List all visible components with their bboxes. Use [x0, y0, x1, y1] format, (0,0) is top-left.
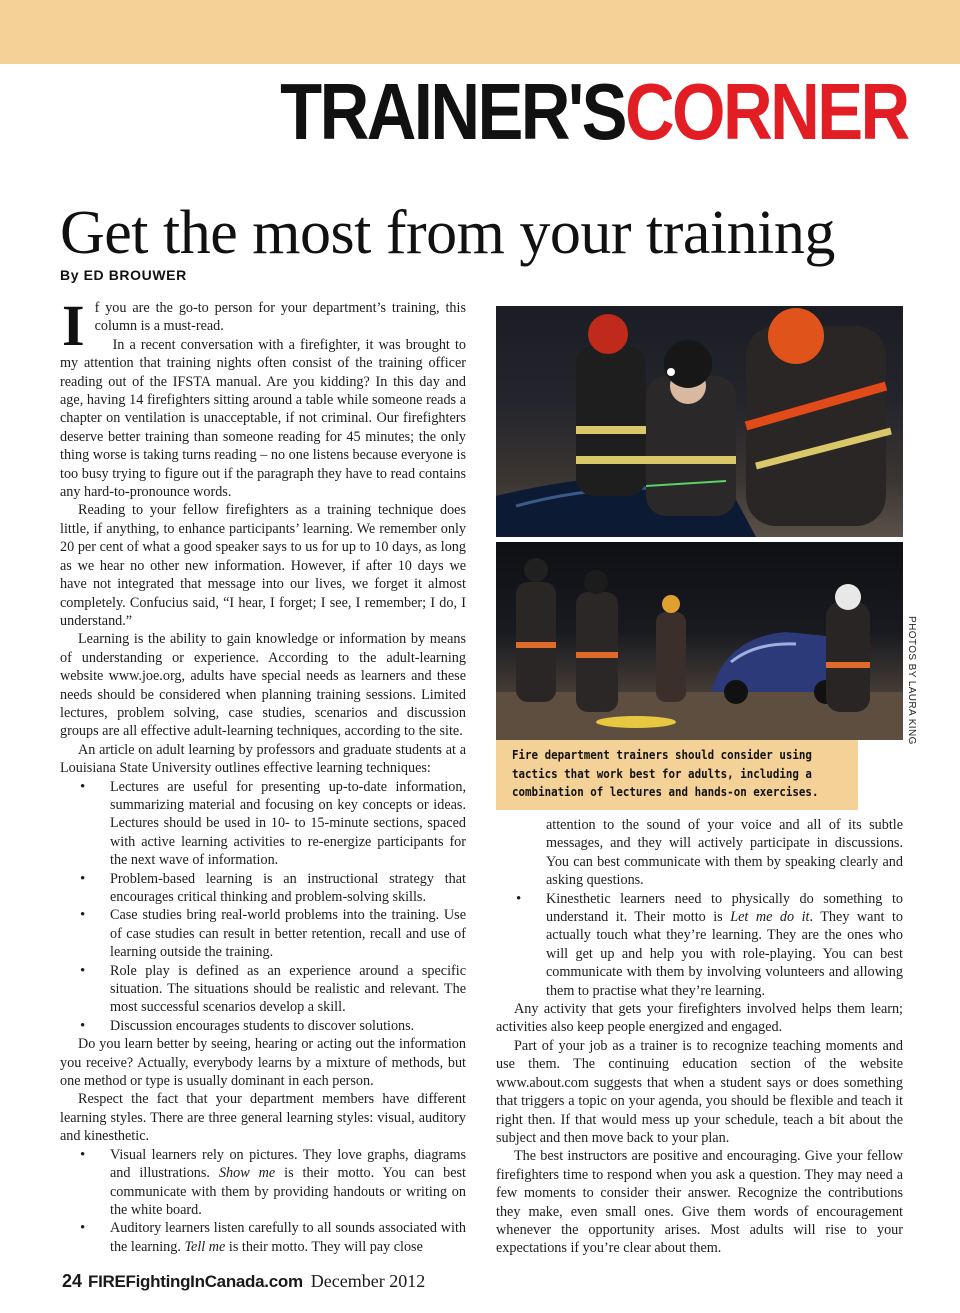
list-item: • Role play is defined as an experience around a specific situation. The situations should be realistic and relevant. The most successful scenarios develop a skill.	[60, 962, 466, 1017]
list-item-kinesthetic	[496, 890, 903, 1000]
visual-motto: Show me	[218, 1165, 276, 1182]
photo-firefighters-top	[496, 306, 903, 537]
page-footer	[62, 1270, 425, 1293]
kinesthetic-motto: Let me do it	[730, 909, 810, 926]
page-number: 24	[62, 1271, 83, 1291]
article-column-right	[496, 816, 903, 1258]
auditory-text-b: is their motto. They will pay close	[228, 1238, 423, 1255]
top-color-bar	[0, 0, 960, 64]
auditory-motto: Tell me	[184, 1238, 226, 1255]
list-item: • Problem-based learning is an instructional strategy that encourages critical thinking and problem-solving skills.	[60, 870, 466, 907]
paragraph-3: Learning is the ability to gain knowledge or information by means of understanding or experience. According to the adult-learning website www.joe.org, adults have special needs as learners and these needs should be considered when planning training sessions. Limited lectures, problem solving, case studies, scenarios and discussion groups are all effective adult-learning techniques, according to the site.	[60, 631, 466, 740]
learning-styles-list-continued	[496, 816, 903, 1000]
list-item-auditory-continued: attention to the sound of your voice and all of its subtle messages, and they will actively participate in discussions. You can best communicate with them by speaking clearly and asking questions.	[546, 817, 903, 889]
article-column-left	[60, 293, 466, 1256]
photo-illustration-top	[496, 306, 903, 537]
masthead-corner: CORNER	[625, 67, 908, 156]
issue-date: December 2012	[310, 1271, 426, 1291]
paragraph-5: Do you learn better by seeing, hearing or acting out the information you receive? Actually, everybody learns by a mixture of methods, but one method or type is usually dominant in each person.	[60, 1036, 466, 1090]
learning-styles-list	[60, 1146, 466, 1256]
lead-paragraph	[60, 293, 466, 358]
kinesthetic-text-b: . They want to actually touch what they’re learning. They are the ones who will get up and help you with role-playing. You can best communicate with them by involving volunteers and allowing them to practise what they’re learning.	[546, 909, 904, 999]
list-item-visual	[60, 1146, 466, 1220]
list-item-auditory	[60, 1219, 466, 1256]
paragraph-2: Reading to your fellow firefighters as a training technique does little, if anything, to enhance participants’ learning. We remember only 20 per cent of what a good speaker says to us for up to 10 days, as long as we hear no other new information. However, if after 10 days we have not integrated that message into our lives, we forget it almost completely. Confucius said, “I hear, I forget; I see, I remember; I do, I understand.”	[60, 502, 466, 629]
list-item: • Lectures are useful for presenting up-to-date information, summarizing material and focusing on key concepts or ideas. Lectures should be used in 10- to 15-minute sections, spaced with active learning activities to re-energize participants for the next wave of information.	[60, 778, 466, 870]
section-masthead	[280, 67, 908, 156]
techniques-list	[60, 778, 466, 1036]
paragraph-9: The best instructors are positive and encouraging. Give your fellow firefighters time to respond when you ask a question. They may need a few moments to consider their answer. Recognize the contributions they make, even small ones. Give them words of encouragement whenever the opportunity arises. Most adults will rise to your expectations if you’re clear about them.	[496, 1148, 903, 1257]
paragraph-8: Part of your job as a trainer is to recognize teaching moments and use them. The continuing education section of the website www.about.com suggests that when a student says or does something that triggers a topic on your agenda, you should be flexible and teach it right then. If that would mess up your schedule, teach a bit about the subject and then move back to your plan.	[496, 1037, 903, 1146]
magazine-site: FIREFightingInCanada.com	[88, 1272, 303, 1291]
photo-illustration-bottom	[496, 542, 903, 740]
lead-text: f you are the go-to person for your department’s training, this column is a must-read.	[94, 300, 466, 335]
drop-cap: I	[62, 293, 85, 358]
paragraph-7: Any activity that gets your firefighters involved helps them learn; activities also keep people energized and engaged.	[496, 1001, 903, 1036]
visual-text-b: is their motto. You can best communicate with them by providing handouts or writing on the white board.	[110, 1165, 466, 1218]
list-item: • Case studies bring real-world problems into the training. Use of case studies can result in better retention, recall and use of learning outside the training.	[60, 906, 466, 961]
kinesthetic-text-a: Kinesthetic learners need to physically do something to understand it. Their motto is	[546, 890, 903, 926]
photo-firefighters-bottom	[496, 542, 903, 740]
article-byline: By ED BROUWER	[60, 267, 187, 283]
photo-credit: PHOTOS BY LAURA KING	[906, 616, 917, 745]
masthead-trainers: TRAINER'S	[280, 67, 626, 156]
article-title: Get the most from your training	[60, 199, 835, 267]
list-item: • Discussion encourages students to discover solutions.	[60, 1017, 466, 1035]
photo-caption: Fire department trainers should consider using tactics that work best for adults, including a combination of lectures and hands-on exercises.	[512, 747, 819, 799]
paragraph-4: An article on adult learning by professors and graduate students at a Louisiana State University outlines effective learning techniques:	[60, 741, 466, 777]
paragraph-6: Respect the fact that your department members have different learning styles. There are three general learning styles: visual, auditory and kinesthetic.	[60, 1091, 466, 1145]
visual-text-a: Visual learners rely on pictures. They love graphs, diagrams and illustrations.	[110, 1146, 466, 1182]
auditory-text-a: Auditory learners listen carefully to all sounds associated with the learning.	[110, 1220, 466, 1255]
paragraph-1: In a recent conversation with a firefighter, it was brought to my attention that training nights often consist of the training officer reading out of the IFSTA manual. Are you kidding? In this day and age, having 14 firefighters sitting around a table while someone reads a chapter on ventilation is unacceptable, if not criminal. Our firefighters deserve better training than someone reading for 45 minutes; the only thing worse is taking turns reading – no one listens because everyone is too busy trying to figure out if the paragraph they have to read contains any hard-to-pronounce words.	[60, 336, 466, 501]
